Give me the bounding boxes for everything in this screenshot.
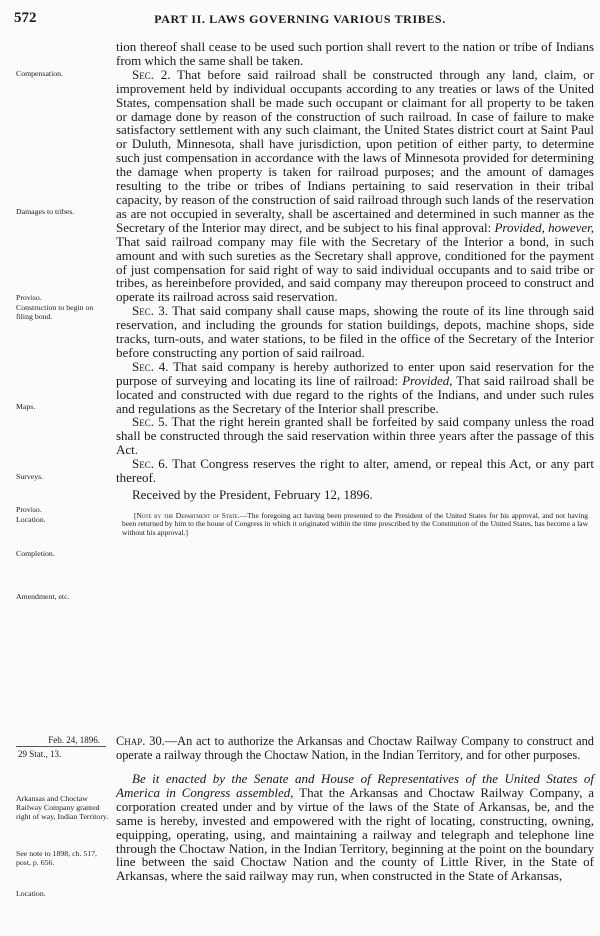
margin-note-location: Location. bbox=[16, 889, 46, 898]
section-text: That before said railroad shall be constructed through any land, claim, or improvement held by individual occupants according to any treaties or laws of the United States, compensation shall be made such occupant or claimant for all property to be taken or damage done by reason of the construction of such railroad. In case of failure to make satisfactory settlement with any such claimant, the United States district court at Saint Paul or Duluth, Minnesota, shall have jurisdiction, upon petition of either party, to determine such just compensation in accordance with the laws of Minnesota provided for determining the damage when property is taken for railroad purposes; and the amount of damages resulting to the tribe or tribes of Indians pertaining to said reservation in their tribal capacity, by reason of the construction of said railroad through such lands of the reservation as are not occupied in severalty, shall be ascertained and determined in such manner as the Secretary of the Interior may direct, and be subject to his final approval: bbox=[116, 66, 595, 235]
section-label: Sec. 4. bbox=[132, 358, 169, 374]
chapter-date: Feb. 24, 1896. bbox=[16, 734, 106, 747]
margin-note-compensation: Compensation. bbox=[16, 69, 63, 78]
proviso-text: Provided, bbox=[402, 372, 453, 388]
page-number: 572 bbox=[14, 10, 37, 26]
margin-note-damages: Damages to tribes. bbox=[16, 207, 75, 216]
section-text: That said company shall cause maps, showing the route of its line through said reservation, and including the grounds for station buildings, depots, machine shops, side tracks, turn-outs, and water stations, to be filed in the office of the Secretary of the Interior before constructing any portion of said railroad. bbox=[116, 303, 595, 360]
margin-note-construction: Construction to begin on filing bond. bbox=[16, 303, 94, 321]
section-label: Sec. 5. bbox=[132, 414, 168, 430]
section-text: That said company is hereby authorized to enter upon said reservation for the purpose of surveying and locating its line of railroad: bbox=[116, 358, 594, 388]
section-label: Sec. 6. bbox=[132, 456, 169, 472]
section-text: That said railroad company may file with the Secretary of the Interior a bond, in such amount and with such sureties as the Secretary shall approve, conditioned for the payment of just compensation for said right of way to said individual occupants and to said tribe or tribes, as hereinbefore provided, and said company may thereupon proceed to construct and operate its railroad across said reservation. bbox=[116, 233, 594, 305]
note-text: —The foregoing act having been presented to the President of the United States for his approval, and not having been returned by him to the house of Congress in which it originated within the time prescribed by the Constitution of the United States, has become a law without his approval.] bbox=[122, 510, 589, 537]
section-text: That Congress reserves the right to alter, amend, or repeal this Act, or any part thereof. bbox=[116, 456, 595, 486]
page-header bbox=[14, 10, 586, 30]
margin-note-surveys: Surveys. bbox=[16, 472, 44, 481]
margin-note-proviso: Proviso. bbox=[16, 505, 42, 514]
page-body bbox=[0, 40, 600, 936]
enacting-text: That the Arkansas and Choctaw Railway Company, a corporation created under and by virtue of the laws of the State of Arkansas, be, and the same is hereby, invested and empowered with the right of locating, constructing, owning, equipping, operating, using, and maintaining a railway and telegraph and telephone line through the Choctaw Nation, in the Indian Territory, beginning at the point on the boundary line between the said Choctaw Nation and the county of Little River, in the State of Arkansas, where the said railway may run, when constructed in the State of Arkansas, bbox=[116, 784, 595, 884]
received-line: Received by the President, February 12, 1896. bbox=[132, 487, 373, 502]
margin-notes bbox=[16, 40, 112, 936]
enacting-formula: Be it enacted by the Senate and House of Representatives of the United States of America in Congress assembled, bbox=[116, 771, 594, 800]
statute-reference: 29 Stat., 13. bbox=[18, 749, 62, 759]
chapter-label: Chap. 30. bbox=[116, 734, 165, 748]
continued-text: tion thereof shall cease to be used such portion shall revert to the nation or tribe of Indians from which the same shall be taken. bbox=[116, 39, 594, 68]
section-2 bbox=[116, 68, 594, 304]
chapter-date-block bbox=[16, 734, 106, 761]
running-head: PART II. LAWS GOVERNING VARIOUS TRIBES. bbox=[154, 12, 446, 26]
main-text bbox=[116, 40, 594, 537]
section-text: That said railroad shall be located and constructed with due regard to the rights of the Indians, and under such rules and regulations as the Secretary of the Interior shall prescribe. bbox=[116, 372, 595, 416]
section-label: Sec. 3. bbox=[132, 303, 168, 319]
enacting-clause bbox=[116, 772, 594, 883]
margin-note-arkansas-railway: Arkansas and Choctaw Railway Company granted right of way, Indian Territory. bbox=[16, 794, 109, 821]
margin-note-amendment: Amendment, etc. bbox=[16, 592, 70, 601]
margin-note-maps: Maps. bbox=[16, 402, 36, 411]
chapter-title bbox=[116, 734, 594, 762]
margin-note-proviso: Proviso. bbox=[16, 293, 42, 302]
note-label: [Note by the Department of State. bbox=[134, 510, 240, 520]
section-4 bbox=[116, 360, 594, 416]
department-of-state-note bbox=[122, 512, 588, 537]
section-label: Sec. 2. bbox=[132, 66, 171, 82]
section-text: That the right herein granted shall be forfeited by said company unless the road shall be constructed through the said reservation within three years after the passage of this Act. bbox=[116, 414, 595, 458]
section-5 bbox=[116, 415, 594, 457]
margin-note-location: Location. bbox=[16, 515, 46, 524]
proviso-text: Provided, however, bbox=[494, 219, 594, 235]
section-3 bbox=[116, 304, 594, 360]
margin-note-see-note: See note to 1898, ch. 517, post, p. 656. bbox=[16, 849, 97, 867]
margin-note-completion: Completion. bbox=[16, 549, 55, 558]
chapter-body bbox=[116, 772, 594, 883]
section-6 bbox=[116, 457, 594, 485]
chapter-title-text: —An act to authorize the Arkansas and Choctaw Railway Company to construct and operate a railway through the Choctaw Nation, in the Indian Territory, and for other purposes. bbox=[116, 734, 594, 762]
